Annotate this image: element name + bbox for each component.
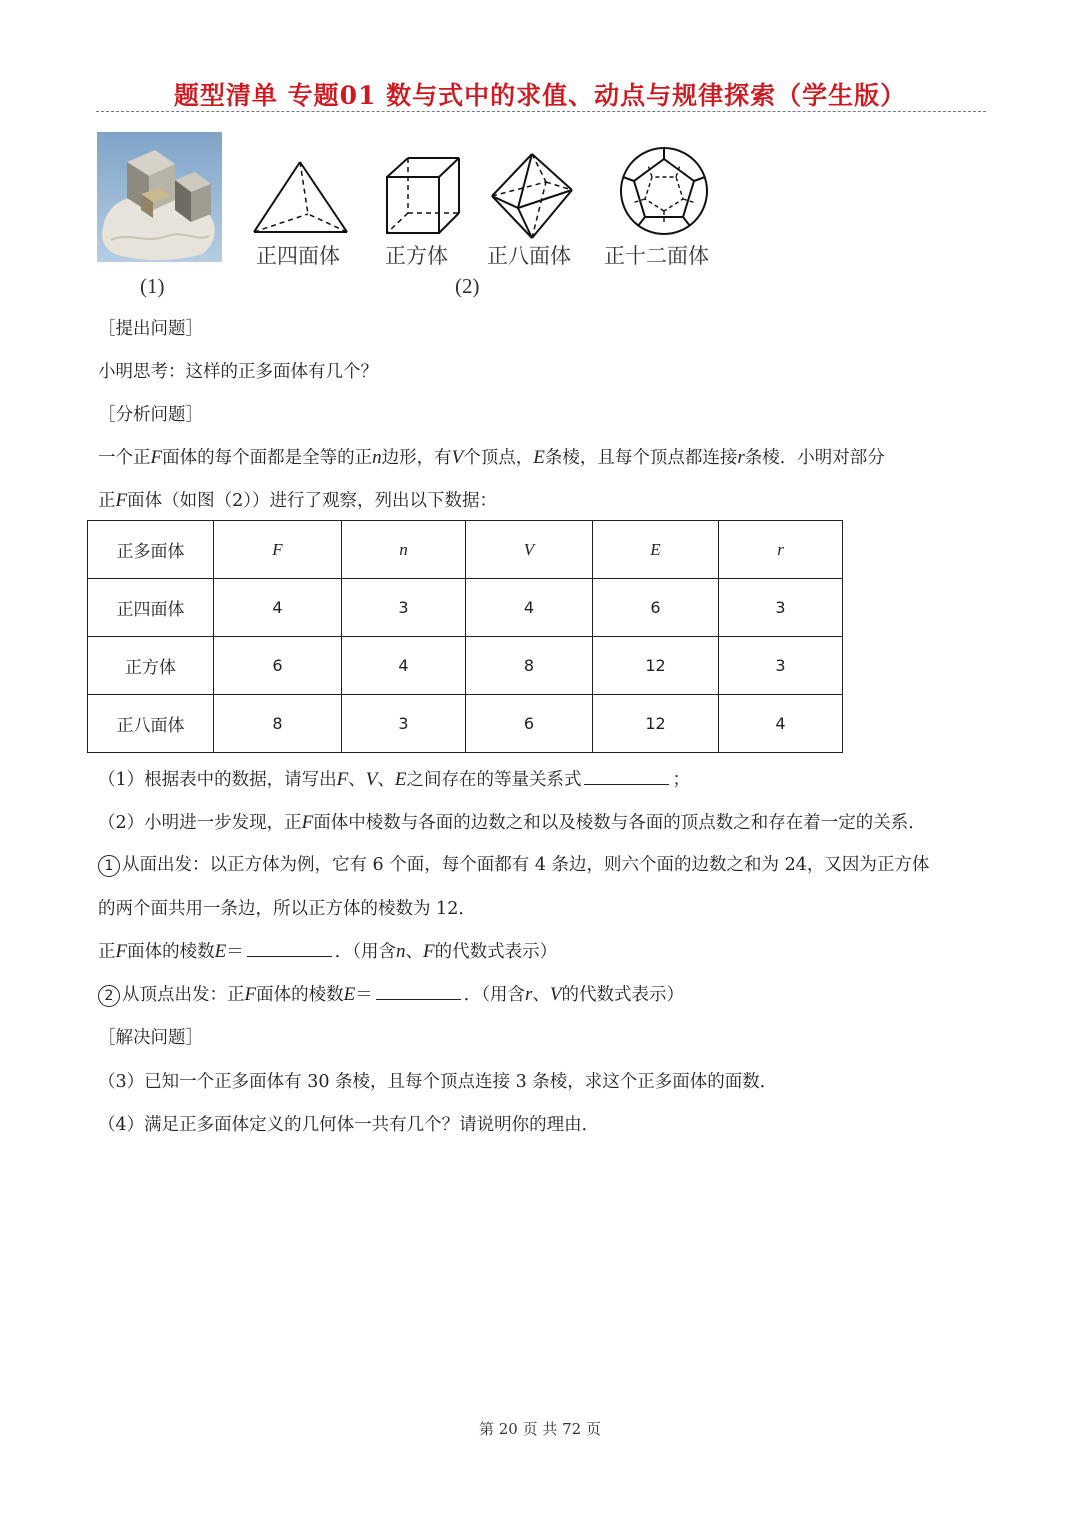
table-cell: 正八面体 [88, 695, 214, 753]
text: 、 [405, 942, 423, 962]
answer-blank[interactable] [584, 768, 669, 785]
circled-number-2: 2 [98, 985, 120, 1007]
text: 正 [98, 942, 116, 962]
circled-number-1: 1 [98, 855, 120, 877]
table-cell: 3 [719, 637, 843, 695]
section-ask: ［提出问题］ [98, 319, 203, 339]
text: 个顶点， [463, 448, 534, 468]
label-cube: 正方体 [385, 244, 448, 268]
analyze-paragraph-1 [98, 444, 885, 469]
table-cell: 4 [214, 579, 342, 637]
octahedron-figure [488, 152, 576, 240]
table-header-cell: 正多面体 [88, 521, 214, 579]
ask-text: 小明思考：这样的正多面体有几个？ [98, 362, 378, 382]
table-cell: 8 [214, 695, 342, 753]
section-solve: ［解决问题］ [98, 1028, 203, 1048]
question-2 [98, 809, 926, 834]
var-F: F [115, 490, 128, 511]
table-header-cell: r [719, 521, 843, 579]
text: （2）小明进一步发现，正 [98, 813, 302, 833]
table-cell: 12 [593, 637, 719, 695]
var-F: F [244, 984, 257, 1005]
var-r: r [524, 984, 533, 1005]
table-cell: 4 [719, 695, 843, 753]
var-F: F [301, 812, 314, 833]
var-V: V [549, 984, 562, 1005]
text: 、 [348, 770, 366, 790]
approach-2-answer [98, 981, 684, 1007]
var-F: F [115, 941, 128, 962]
table-header-cell: V [466, 521, 593, 579]
text: 条棱．小明对部分 [744, 448, 885, 468]
question-3: （3）已知一个正多面体有 30 条棱，且每个顶点连接 3 条棱，求这个正多面体的面数． [98, 1072, 778, 1092]
text: 正 [98, 491, 116, 511]
var-V: V [365, 769, 378, 790]
text: 面体中棱数与各面的边数之和以及棱数与各面的顶点数之和存在着一定的关系． [313, 813, 926, 833]
figure-2-caption: (2) [455, 274, 480, 298]
analyze-paragraph-2 [98, 487, 497, 512]
var-V: V [451, 447, 464, 468]
label-tetrahedron: 正四面体 [256, 244, 340, 268]
table-header-row [88, 521, 843, 579]
tetrahedron-figure [250, 160, 352, 238]
var-n: n [395, 941, 406, 962]
text: ＝ [355, 985, 373, 1005]
table-cell: 8 [466, 637, 593, 695]
text: 、 [377, 770, 395, 790]
table-header-cell: E [593, 521, 719, 579]
text: 条棱，且每个顶点都连接 [544, 448, 738, 468]
table-cell: 6 [214, 637, 342, 695]
text: 从面出发：以正方体为例，它有 6 个面，每个面都有 4 条边，则六个面的边数之和为 24，又因为正方体 [122, 855, 930, 875]
var-n: n [372, 447, 382, 468]
page-title: 题型清单 专题01 数与式中的求值、动点与规律探索（学生版） [173, 81, 907, 110]
text: 面体（如图（2））进行了观察，列出以下数据： [127, 491, 497, 511]
figure-1-caption: (1) [140, 274, 165, 298]
table-cell: 正方体 [88, 637, 214, 695]
dodecahedron-figure [618, 145, 710, 237]
text: 边形，有 [381, 448, 452, 468]
approach-1-line-2: 的两个面共用一条边，所以正方体的棱数为 12． [98, 899, 476, 919]
answer-blank[interactable] [247, 940, 332, 957]
var-F: F [336, 769, 349, 790]
var-F: F [422, 941, 435, 962]
page-number: 第 20 页 共 72 页 [478, 1420, 601, 1438]
table-cell: 12 [593, 695, 719, 753]
text: 的代数式表示） [561, 985, 684, 1005]
answer-blank[interactable] [376, 983, 461, 1000]
var-E: E [214, 941, 227, 962]
table-cell: 3 [342, 695, 466, 753]
table-header-cell: F [214, 521, 342, 579]
table-row [88, 579, 843, 637]
var-E: E [343, 984, 356, 1005]
text: 之间存在的等量关系式 [406, 770, 582, 790]
question-1 [98, 766, 690, 791]
polyhedra-table [87, 520, 843, 753]
text: 从顶点出发：正 [122, 985, 245, 1005]
text: 面体的棱数 [127, 942, 215, 962]
text: 面体的每个面都是全等的正 [162, 448, 373, 468]
text: ＝ [226, 942, 244, 962]
text: 一个正 [98, 448, 151, 468]
approach-1-line-1 [98, 851, 929, 877]
label-dodecahedron: 正十二面体 [604, 244, 709, 268]
var-E: E [394, 769, 407, 790]
table-row [88, 637, 843, 695]
label-octahedron: 正八面体 [487, 244, 571, 268]
header-divider [96, 111, 986, 112]
text: 面体的棱数 [256, 985, 344, 1005]
table-cell: 6 [466, 695, 593, 753]
var-r: r [737, 447, 745, 468]
approach-1-answer [98, 938, 557, 963]
text: ．（用含 [334, 942, 396, 962]
pyrite-photo [97, 132, 222, 262]
text: 的代数式表示） [434, 942, 558, 962]
cube-figure [384, 155, 464, 237]
text: ； [672, 770, 690, 790]
table-row [88, 695, 843, 753]
var-F: F [150, 447, 163, 468]
question-4: （4）满足正多面体定义的几何体一共有几个？请说明你的理由． [98, 1115, 600, 1135]
table-header-cell: n [342, 521, 466, 579]
text: ．（用含 [463, 985, 525, 1005]
table-cell: 6 [593, 579, 719, 637]
table-cell: 4 [466, 579, 593, 637]
table-cell: 正四面体 [88, 579, 214, 637]
var-E: E [533, 447, 545, 468]
table-cell: 3 [719, 579, 843, 637]
table-cell: 4 [342, 637, 466, 695]
text: 、 [532, 985, 550, 1005]
text: （1）根据表中的数据，请写出 [98, 770, 337, 790]
table-cell: 3 [342, 579, 466, 637]
section-analyze: ［分析问题］ [98, 405, 203, 425]
